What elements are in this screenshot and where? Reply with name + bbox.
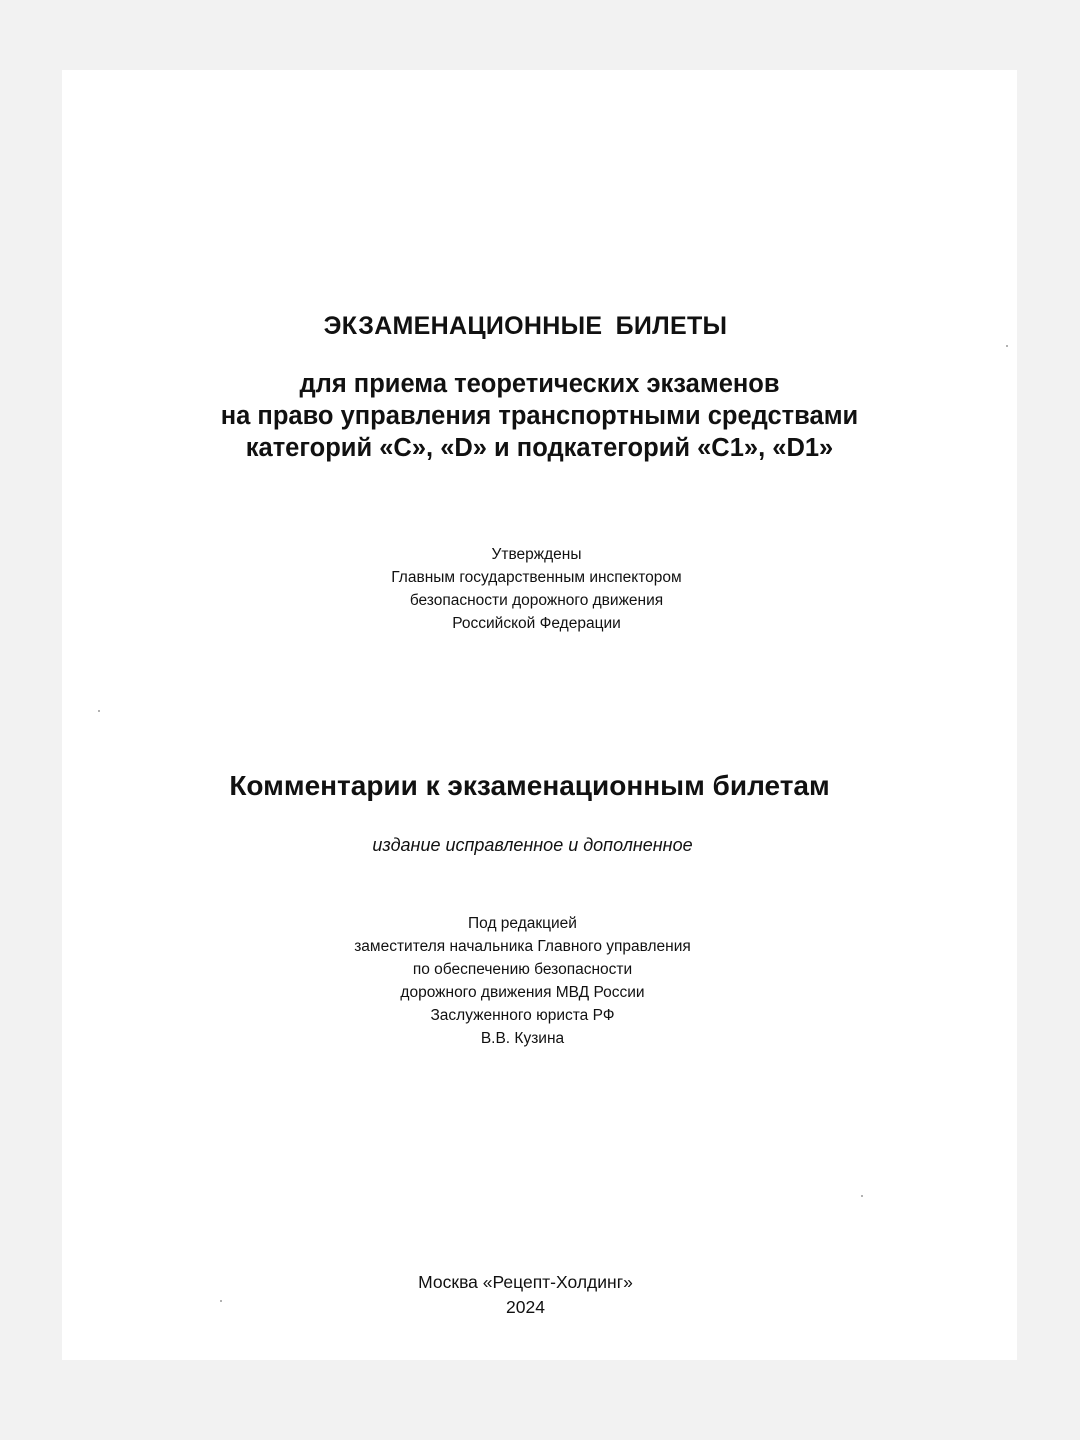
- editor-line: Заслуженного юриста РФ: [430, 1007, 615, 1024]
- editor-line: заместителя начальника Главного управления: [354, 938, 691, 955]
- paper-speck: [1006, 345, 1008, 347]
- main-title: ЭКЗАМЕНАЦИОННЫЕ БИЛЕТЫ: [323, 312, 728, 340]
- imprint: [48, 1270, 1003, 1320]
- subtitle-line: на право управления транспортными средствами: [220, 402, 859, 430]
- approval-line: Утверждены: [491, 546, 582, 563]
- edition-note: издание исправленное и дополненное: [372, 835, 693, 855]
- imprint-year: 2024: [506, 1297, 545, 1317]
- imprint-city-publisher: Москва «Рецепт-Холдинг»: [418, 1272, 633, 1292]
- comments-title: Комментарии к экзаменационным билетам: [229, 770, 830, 801]
- approval-line: Российской Федерации: [452, 615, 621, 632]
- editor-line: В.В. Кузина: [480, 1030, 565, 1047]
- approval-line: Главным государственным инспектором: [391, 569, 682, 586]
- subtitle-line: категорий «С», «D» и подкатегорий «С1», «D1»: [245, 434, 834, 462]
- approval-line: безопасности дорожного движения: [409, 592, 664, 609]
- subtitle-line: для приема теоретических экзаменов: [299, 370, 780, 398]
- editor-line: дорожного движения МВД России: [400, 984, 645, 1001]
- editor-credits: [45, 912, 1000, 1050]
- title-page: [62, 70, 1017, 1360]
- paper-speck: [861, 1195, 863, 1197]
- paper-speck: [98, 710, 100, 712]
- subtitle: [62, 368, 1017, 464]
- editor-line: по обеспечению безопасности: [412, 961, 633, 978]
- paper-speck: [220, 1300, 222, 1302]
- editor-line: Под редакцией: [468, 915, 577, 932]
- approval-note: [59, 543, 1014, 635]
